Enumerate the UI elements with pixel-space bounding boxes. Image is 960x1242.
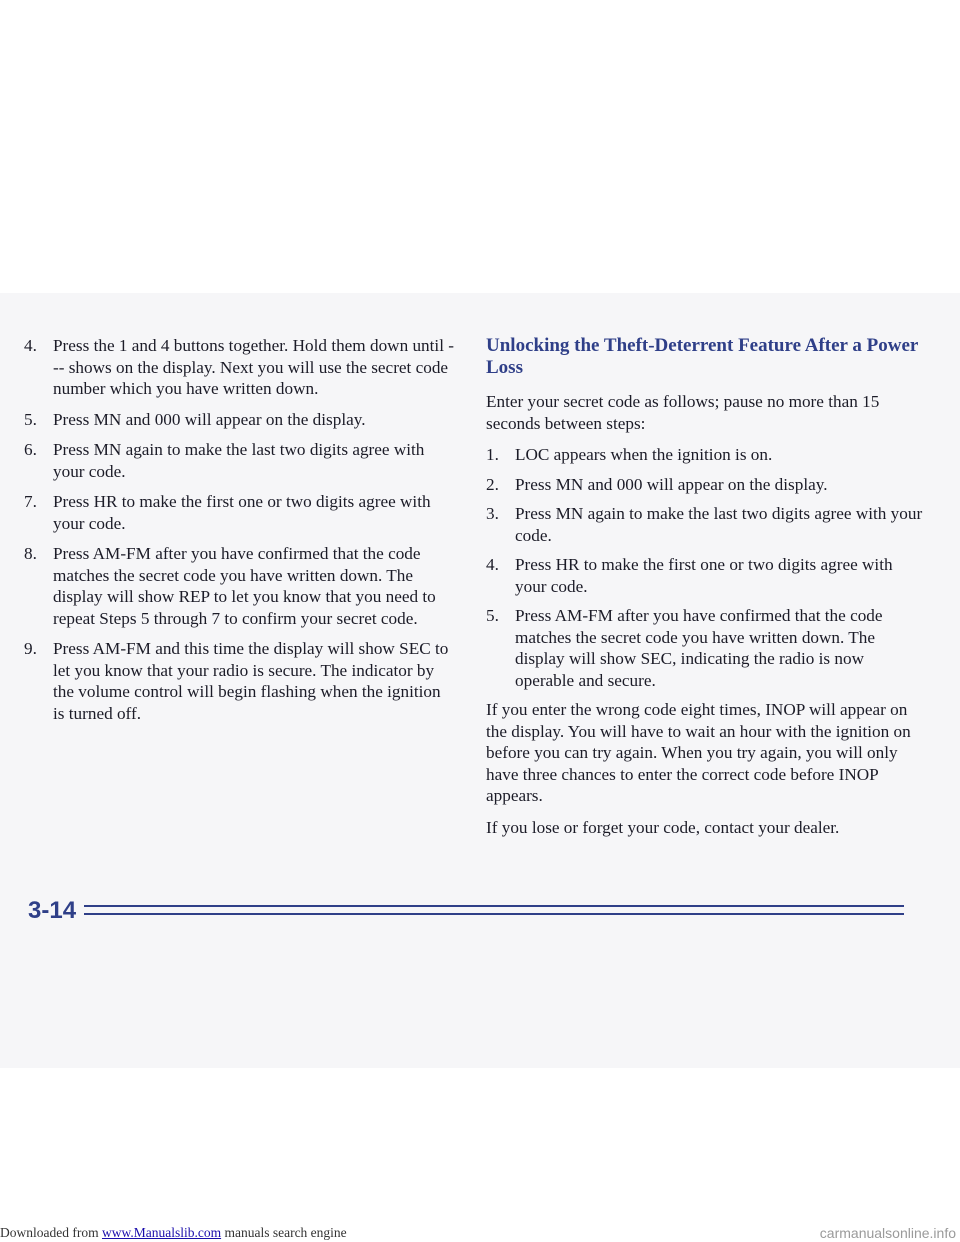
footer-rule: [84, 905, 904, 907]
step-text: Press the 1 and 4 buttons together. Hold them down until --- shows on the display. Next you will use the secret code number which you have written down.: [53, 336, 455, 398]
page-number: 3-14: [28, 897, 77, 924]
step-number: 6.: [24, 440, 37, 459]
download-prefix: Downloaded from: [0, 1225, 102, 1240]
download-text: [0, 1224, 347, 1242]
step-text: Press MN and 000 will appear on the display.: [515, 474, 828, 494]
download-bar: [0, 1224, 960, 1242]
step-number: 8.: [24, 544, 37, 563]
list-item: [486, 444, 926, 466]
manualslib-link[interactable]: www.Manualslib.com: [101, 1225, 222, 1240]
left-column: [24, 335, 454, 733]
list-item: [24, 335, 454, 400]
step-number: 1.: [486, 445, 499, 464]
list-item: [486, 474, 926, 496]
list-item: [486, 503, 926, 546]
step-text: Press HR to make the first one or two digits agree with your code.: [515, 555, 893, 596]
list-item: [24, 491, 454, 534]
warning-paragraph: If you enter the wrong code eight times, INOP will appear on the display. You will have to wait an hour with the ignition on before you can try again. When you try again, you will only have three chances to enter the correct code before INOP appears.: [486, 700, 911, 805]
left-step-list: [24, 335, 454, 724]
intro-paragraph: Enter your secret code as follows; pause no more than 15 seconds between steps:: [486, 392, 880, 433]
step-text: Press AM-FM after you have confirmed that the code matches the secret code you have written down. The display will show REP to let you know that you need to repeat Steps 5 through 7 to confirm your secret code.: [53, 544, 436, 628]
right-step-list: [486, 444, 926, 691]
list-item: [486, 554, 926, 597]
section-heading: Unlocking the Theft-Deterrent Feature After a Power Loss: [486, 335, 918, 378]
list-item: [24, 439, 454, 482]
step-text: Press AM-FM after you have confirmed that the code matches the secret code you have written down. The display will show SEC, indicating the radio is now operable and secure.: [515, 606, 883, 690]
step-number: 9.: [24, 639, 37, 658]
step-number: 4.: [486, 555, 499, 574]
footer-rule: [84, 913, 904, 915]
step-text: Press MN again to make the last two digits agree with your code.: [515, 504, 923, 545]
list-item: [24, 543, 454, 629]
step-number: 5.: [486, 606, 499, 625]
dealer-paragraph: If you lose or forget your code, contact your dealer.: [486, 817, 840, 837]
list-item: [486, 605, 926, 691]
step-text: Press MN again to make the last two digits agree with your code.: [53, 440, 425, 481]
step-text: Press AM-FM and this time the display will show SEC to let you know that your radio is secure. The indicator by the volume control will begin flashing when the ignition is turned off.: [53, 639, 449, 723]
step-number: 5.: [24, 409, 37, 429]
step-text: Press MN and 000 will appear on the display.: [53, 409, 366, 429]
step-text: LOC appears when the ignition is on.: [515, 445, 773, 464]
step-number: 7.: [24, 492, 37, 511]
step-number: 4.: [24, 336, 37, 355]
step-number: 2.: [486, 474, 499, 494]
list-item: [24, 638, 454, 724]
download-suffix: manuals search engine: [221, 1225, 347, 1240]
watermark-brand: carmanualsonline.info: [819, 1225, 956, 1241]
right-column: [486, 335, 926, 848]
step-number: 3.: [486, 504, 499, 523]
list-item: [24, 409, 454, 431]
step-text: Press HR to make the first one or two digits agree with your code.: [53, 492, 431, 533]
